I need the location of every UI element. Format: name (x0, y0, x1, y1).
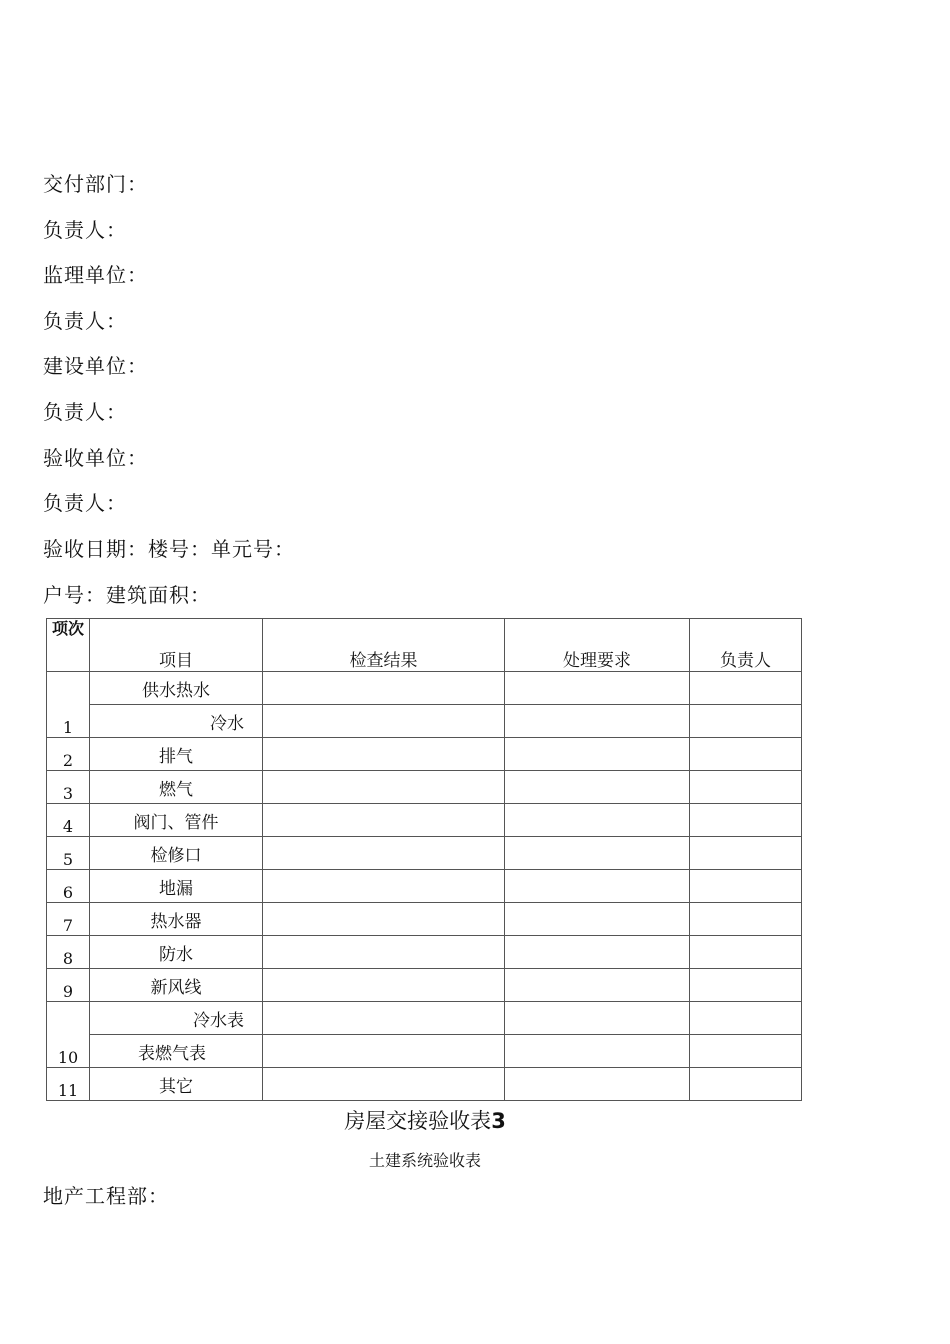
row-item: 地漏 (90, 870, 263, 903)
field-supervision-unit: 监理单位： (43, 263, 148, 287)
row-number: 2 (47, 738, 90, 771)
requirement-cell[interactable] (505, 1068, 690, 1101)
result-cell[interactable] (263, 969, 505, 1002)
header-item: 项目 (90, 619, 263, 672)
table-row (47, 936, 802, 969)
field-unit-area: 户号：建筑面积： (43, 583, 211, 607)
header-requirement: 处理要求 (505, 619, 690, 672)
requirement-cell[interactable] (505, 837, 690, 870)
table-row (47, 1002, 802, 1035)
row-number: 1 (47, 672, 90, 738)
person-cell[interactable] (690, 771, 802, 804)
result-cell[interactable] (263, 1068, 505, 1101)
person-cell[interactable] (690, 870, 802, 903)
row-item: 检修口 (90, 837, 263, 870)
row-number: 4 (47, 804, 90, 837)
document-title-number: 3 (491, 1109, 506, 1133)
table-row (47, 903, 802, 936)
row-item: 燃气 (90, 771, 263, 804)
result-cell[interactable] (263, 837, 505, 870)
acceptance-table (46, 618, 802, 1101)
row-item: 供水热水 (90, 672, 263, 705)
result-cell[interactable] (263, 804, 505, 837)
result-cell[interactable] (263, 738, 505, 771)
table-row (47, 738, 802, 771)
result-cell[interactable] (263, 1035, 505, 1068)
requirement-cell[interactable] (505, 738, 690, 771)
table-row (47, 705, 802, 738)
row-number: 3 (47, 771, 90, 804)
row-item: 其它 (90, 1068, 263, 1101)
result-cell[interactable] (263, 705, 505, 738)
table-header-row (47, 619, 802, 672)
row-item: 防水 (90, 936, 263, 969)
table-row (47, 771, 802, 804)
table-row (47, 672, 802, 705)
row-item: 表燃气表 (90, 1035, 263, 1068)
person-cell[interactable] (690, 1068, 802, 1101)
person-cell[interactable] (690, 903, 802, 936)
field-construction-unit: 建设单位： (43, 354, 148, 378)
person-cell[interactable] (690, 672, 802, 705)
requirement-cell[interactable] (505, 672, 690, 705)
requirement-cell[interactable] (505, 705, 690, 738)
field-acceptance-date: 验收日期：楼号：单元号： (43, 537, 295, 561)
field-acceptance-person: 负责人： (43, 491, 127, 515)
document-title (0, 1107, 850, 1135)
person-cell[interactable] (690, 837, 802, 870)
row-number: 10 (47, 1002, 90, 1068)
row-item: 排气 (90, 738, 263, 771)
person-cell[interactable] (690, 936, 802, 969)
person-cell[interactable] (690, 705, 802, 738)
requirement-cell[interactable] (505, 969, 690, 1002)
table-row (47, 969, 802, 1002)
person-cell[interactable] (690, 804, 802, 837)
row-item: 冷水表 (90, 1002, 263, 1035)
result-cell[interactable] (263, 870, 505, 903)
field-realestate-dept: 地产工程部： (43, 1184, 169, 1208)
row-number: 6 (47, 870, 90, 903)
field-delivery-person: 负责人： (43, 218, 127, 242)
header-result: 检查结果 (263, 619, 505, 672)
requirement-cell[interactable] (505, 1002, 690, 1035)
table-row (47, 837, 802, 870)
requirement-cell[interactable] (505, 870, 690, 903)
header-item-no: 项次 (47, 619, 90, 672)
requirement-cell[interactable] (505, 1035, 690, 1068)
row-item: 热水器 (90, 903, 263, 936)
row-number: 5 (47, 837, 90, 870)
row-item: 阀门、管件 (90, 804, 263, 837)
field-supervision-person: 负责人： (43, 309, 127, 333)
field-construction-person: 负责人： (43, 400, 127, 424)
row-item: 新风线 (90, 969, 263, 1002)
result-cell[interactable] (263, 903, 505, 936)
result-cell[interactable] (263, 936, 505, 969)
table-row (47, 1068, 802, 1101)
row-item: 冷水 (90, 705, 263, 738)
table-row (47, 870, 802, 903)
table-row (47, 804, 802, 837)
person-cell[interactable] (690, 969, 802, 1002)
row-number: 9 (47, 969, 90, 1002)
requirement-cell[interactable] (505, 804, 690, 837)
result-cell[interactable] (263, 1002, 505, 1035)
requirement-cell[interactable] (505, 771, 690, 804)
row-number: 11 (47, 1068, 90, 1101)
row-number: 8 (47, 936, 90, 969)
field-acceptance-unit: 验收单位： (43, 446, 148, 470)
document-subtitle: 土建系统验收表 (368, 1151, 481, 1170)
requirement-cell[interactable] (505, 936, 690, 969)
person-cell[interactable] (690, 738, 802, 771)
document-title-text: 房屋交接验收表 (344, 1109, 492, 1133)
person-cell[interactable] (690, 1002, 802, 1035)
field-delivery-dept: 交付部门： (43, 172, 148, 196)
person-cell[interactable] (690, 1035, 802, 1068)
row-number: 7 (47, 903, 90, 936)
header-person: 负责人 (690, 619, 802, 672)
requirement-cell[interactable] (505, 903, 690, 936)
table-row (47, 1035, 802, 1068)
result-cell[interactable] (263, 672, 505, 705)
result-cell[interactable] (263, 771, 505, 804)
